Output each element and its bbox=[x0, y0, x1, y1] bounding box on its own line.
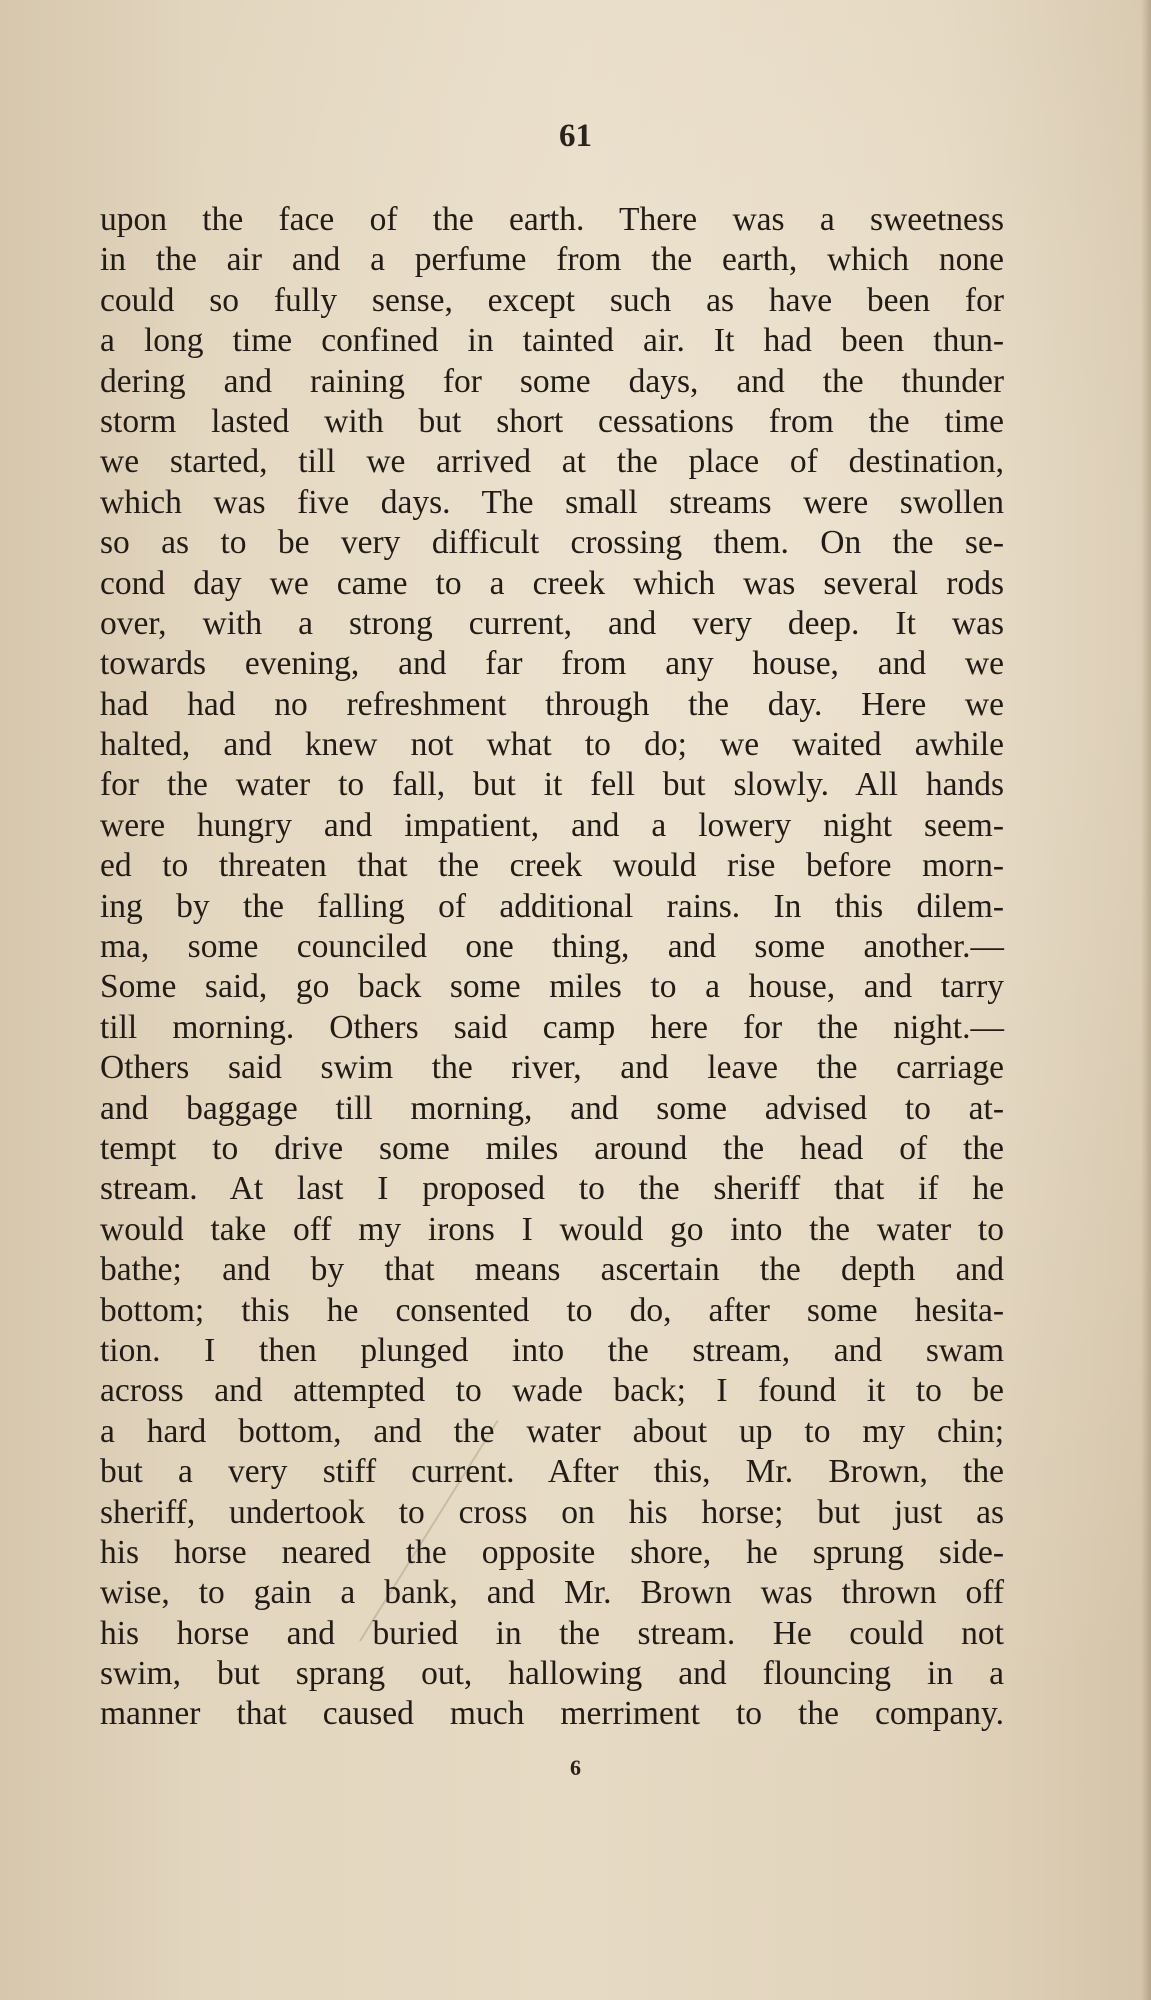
text-line: towards evening, and far from any house, and we bbox=[100, 645, 1004, 683]
text-line: ing by the falling of additional rains. In this dilem- bbox=[100, 887, 1004, 925]
text-line: Some said, go back some miles to a house, and tarry bbox=[100, 968, 1004, 1006]
text-line: but a very stiff current. After this, Mr. Brown, the bbox=[100, 1453, 1004, 1491]
text-line: a hard bottom, and the water about up to my chin; bbox=[100, 1412, 1004, 1450]
text-line: were hungry and impatient, and a lowery night seem- bbox=[100, 806, 1004, 844]
text-line: his horse neared the opposite shore, he sprung side- bbox=[100, 1533, 1004, 1571]
text-line: bathe; and by that means ascertain the depth and bbox=[100, 1251, 1004, 1289]
text-line: bottom; this he consented to do, after some hesita- bbox=[100, 1291, 1004, 1329]
body-text bbox=[100, 200, 1004, 1735]
text-line: manner that caused much merriment to the company. bbox=[100, 1695, 1004, 1733]
text-line: Others said swim the river, and leave the carriage bbox=[100, 1049, 1004, 1087]
text-line: for the water to fall, but it fell but slowly. All hands bbox=[100, 766, 1004, 804]
text-line: ed to threaten that the creek would rise before morn- bbox=[100, 847, 1004, 885]
text-line: till morning. Others said camp here for the night.— bbox=[100, 1008, 1004, 1046]
text-line: swim, but sprang out, hallowing and flouncing in a bbox=[100, 1655, 1004, 1693]
text-line: ma, some counciled one thing, and some another.— bbox=[100, 928, 1004, 966]
text-line: his horse and buried in the stream. He could not bbox=[100, 1614, 1004, 1652]
text-line: over, with a strong current, and very deep. It was bbox=[100, 604, 1004, 642]
page-edge-shadow bbox=[1141, 0, 1151, 2000]
text-line: could so fully sense, except such as have been for bbox=[100, 281, 1004, 319]
page-number: 61 bbox=[559, 118, 592, 154]
text-line: we started, till we arrived at the place of destination, bbox=[100, 443, 1004, 481]
text-line: in the air and a perfume from the earth, which none bbox=[100, 241, 1004, 279]
text-line: dering and raining for some days, and the thunder bbox=[100, 362, 1004, 400]
text-line: sheriff, undertook to cross on his horse; but just as bbox=[100, 1493, 1004, 1531]
text-line: tion. I then plunged into the stream, and swam bbox=[100, 1331, 1004, 1369]
text-line: cond day we came to a creek which was several rods bbox=[100, 564, 1004, 602]
text-line: so as to be very difficult crossing them. On the se- bbox=[100, 524, 1004, 562]
signature-mark: 6 bbox=[570, 1755, 581, 1780]
text-line: and baggage till morning, and some advised to at- bbox=[100, 1089, 1004, 1127]
text-line: halted, and knew not what to do; we waited awhile bbox=[100, 726, 1004, 764]
text-line: tempt to drive some miles around the head of the bbox=[100, 1129, 1004, 1167]
text-line: across and attempted to wade back; I found it to be bbox=[100, 1372, 1004, 1410]
text-line: wise, to gain a bank, and Mr. Brown was thrown off bbox=[100, 1574, 1004, 1612]
text-line: had had no refreshment through the day. Here we bbox=[100, 685, 1004, 723]
text-line: stream. At last I proposed to the sheriff that if he bbox=[100, 1170, 1004, 1208]
text-line: a long time confined in tainted air. It had been thun- bbox=[100, 322, 1004, 360]
text-line: would take off my irons I would go into the water to bbox=[100, 1210, 1004, 1248]
text-line: upon the face of the earth. There was a sweetness bbox=[100, 201, 1004, 238]
text-line: which was five days. The small streams were swollen bbox=[100, 483, 1004, 521]
text-line: storm lasted with but short cessations from the time bbox=[100, 402, 1004, 440]
